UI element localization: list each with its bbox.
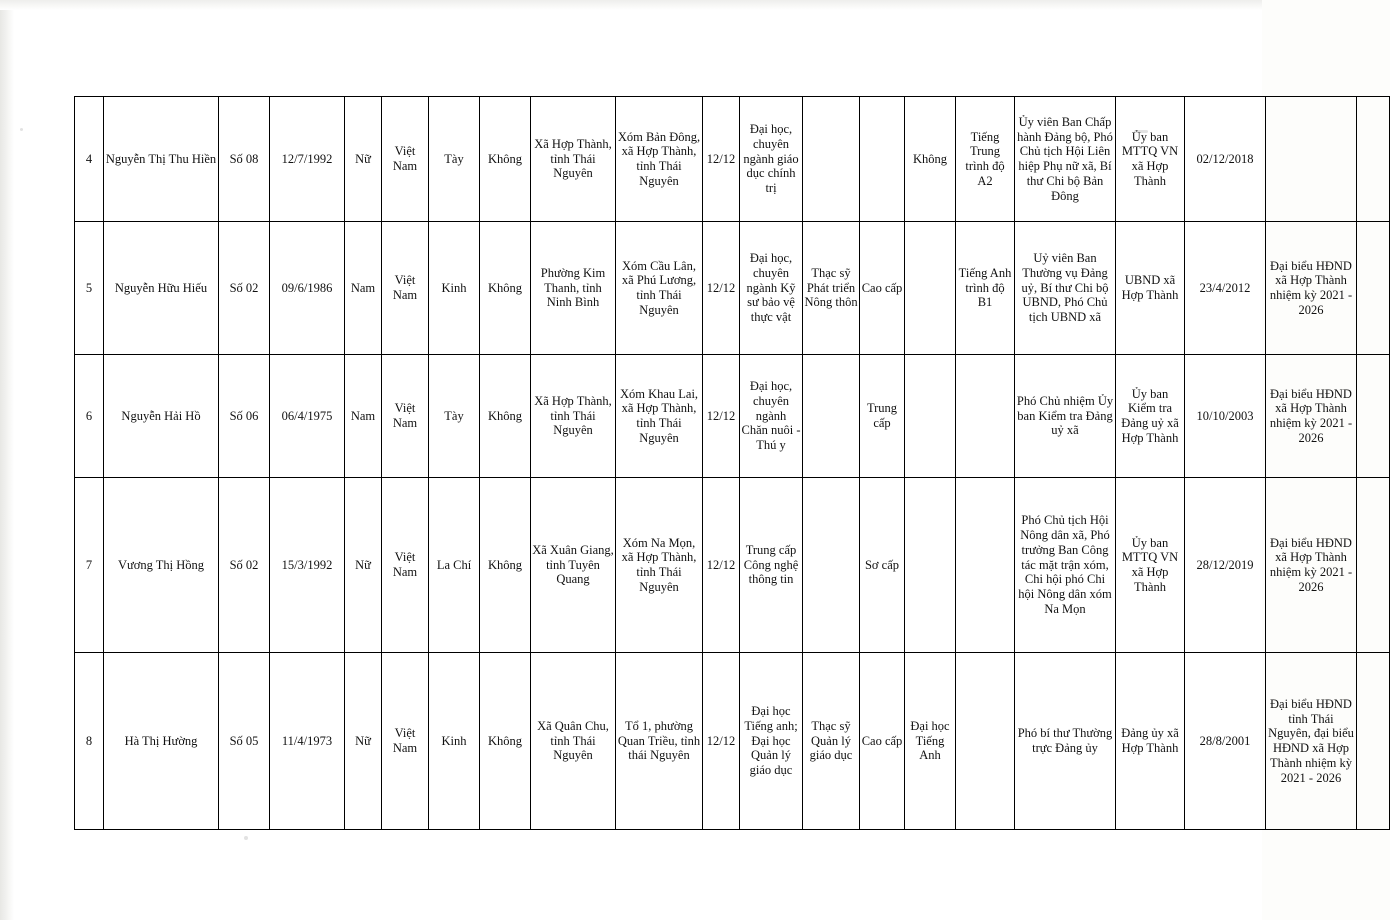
cell-education-level: 12/12: [703, 478, 740, 653]
cell-postgraduate: [803, 478, 860, 653]
cell-birthplace: Xã Hợp Thành, tỉnh Thái Nguyên: [531, 355, 616, 478]
cell-professional-qualification: Đại học Tiếng anh; Đại học Quản lý giáo dục: [740, 653, 803, 830]
cell-religion: Không: [480, 478, 531, 653]
cell-postgraduate: Thạc sỹ Phát triển Nông thôn: [803, 222, 860, 355]
table-row: [75, 478, 1390, 653]
cell-workplace: Ủy ban MTTQ VN xã Hợp Thành: [1116, 97, 1185, 222]
scan-edge-shadow-left: [0, 0, 14, 920]
cell-nationality: Việt Nam: [382, 478, 429, 653]
cell-party-date: 10/10/2003: [1185, 355, 1266, 478]
table-row: [75, 355, 1390, 478]
cell-sex: Nam: [345, 222, 382, 355]
cell-management-training: Không: [905, 97, 956, 222]
cell-position: Ủy viên Ban Chấp hành Đảng bộ, Phó Chủ tịch Hội Liên hiệp Phụ nữ xã, Bí thư Chi bộ Bản Đông: [1015, 97, 1116, 222]
cell-nationality: Việt Nam: [382, 97, 429, 222]
cell-position: Phó Chủ tịch Hội Nông dân xã, Phó trưởng Ban Công tác mặt trận xóm, Chi hội phó Chi hội Nông dân xóm Na Mọn: [1015, 478, 1116, 653]
cell-note: Đại biểu HĐND xã Hợp Thành nhiệm kỳ 2021 - 2026: [1266, 355, 1357, 478]
cell-management-training: [905, 222, 956, 355]
cell-workplace: UBND xã Hợp Thành: [1116, 222, 1185, 355]
cell-nationality: Việt Nam: [382, 653, 429, 830]
table-row: [75, 222, 1390, 355]
cell-residence: Xóm Na Mọn, xã Hợp Thành, tỉnh Thái Nguyên: [616, 478, 703, 653]
cell-political-theory: [860, 97, 905, 222]
cell-ethnicity: La Chí: [429, 478, 480, 653]
cell-dob: 11/4/1973: [270, 653, 345, 830]
cell-extra: [1357, 97, 1390, 222]
cell-sex: Nữ: [345, 97, 382, 222]
cell-workplace: Đảng ủy xã Hợp Thành: [1116, 653, 1185, 830]
cell-political-theory: Sơ cấp: [860, 478, 905, 653]
cell-name: Nguyễn Hữu Hiếu: [104, 222, 219, 355]
cell-foreign-language: [956, 478, 1015, 653]
cell-so: Số 02: [219, 222, 270, 355]
cell-postgraduate: Thạc sỹ Quản lý giáo dục: [803, 653, 860, 830]
cell-extra: [1357, 355, 1390, 478]
cell-religion: Không: [480, 97, 531, 222]
cell-management-training: [905, 478, 956, 653]
cell-management-training: [905, 355, 956, 478]
cell-dob: 15/3/1992: [270, 478, 345, 653]
cell-residence: Tổ 1, phường Quan Triều, tỉnh thái Nguyên: [616, 653, 703, 830]
cell-political-theory: Cao cấp: [860, 222, 905, 355]
cell-ethnicity: Tày: [429, 97, 480, 222]
cell-nationality: Việt Nam: [382, 355, 429, 478]
cell-sex: Nữ: [345, 478, 382, 653]
cell-name: Vương Thị Hồng: [104, 478, 219, 653]
cell-name: Hà Thị Hường: [104, 653, 219, 830]
cell-political-theory: Cao cấp: [860, 653, 905, 830]
cell-professional-qualification: Đại học, chuyên ngành Kỹ sư bảo vệ thực vật: [740, 222, 803, 355]
cell-note: Đại biểu HĐND xã Hợp Thành nhiệm kỳ 2021 - 2026: [1266, 222, 1357, 355]
cell-religion: Không: [480, 653, 531, 830]
cell-birthplace: Xã Hợp Thành, tỉnh Thái Nguyên: [531, 97, 616, 222]
cell-education-level: 12/12: [703, 653, 740, 830]
table-row: [75, 653, 1390, 830]
cell-ethnicity: Kinh: [429, 653, 480, 830]
cell-residence: Xóm Cầu Lân, xã Phú Lương, tỉnh Thái Nguyên: [616, 222, 703, 355]
cell-birthplace: Phường Kim Thanh, tỉnh Ninh Bình: [531, 222, 616, 355]
cell-education-level: 12/12: [703, 222, 740, 355]
cell-education-level: 12/12: [703, 355, 740, 478]
cell-name: Nguyễn Hải Hồ: [104, 355, 219, 478]
cell-religion: Không: [480, 355, 531, 478]
table-row: [75, 97, 1390, 222]
cell-dob: 12/7/1992: [270, 97, 345, 222]
cell-foreign-language: Tiếng Trung trình độ A2: [956, 97, 1015, 222]
cell-position: Phó Chủ nhiệm Ủy ban Kiểm tra Đảng uỷ xã: [1015, 355, 1116, 478]
scan-speckle: [244, 836, 248, 840]
cell-party-date: 28/12/2019: [1185, 478, 1266, 653]
cell-extra: [1357, 653, 1390, 830]
cell-name: Nguyễn Thị Thu Hiền: [104, 97, 219, 222]
cell-so: Số 08: [219, 97, 270, 222]
cell-extra: [1357, 222, 1390, 355]
cell-position: Phó bí thư Thường trực Đảng ủy: [1015, 653, 1116, 830]
cell-foreign-language: [956, 653, 1015, 830]
personnel-table: [74, 96, 1390, 830]
cell-extra: [1357, 478, 1390, 653]
cell-professional-qualification: Đại học, chuyên ngành giáo dục chính trị: [740, 97, 803, 222]
cell-professional-qualification: Đại học, chuyên ngành Chăn nuôi - Thú y: [740, 355, 803, 478]
cell-political-theory: Trung cấp: [860, 355, 905, 478]
cell-professional-qualification: Trung cấp Công nghệ thông tin: [740, 478, 803, 653]
cell-party-date: 23/4/2012: [1185, 222, 1266, 355]
cell-stt: 7: [75, 478, 104, 653]
cell-workplace: Ủy ban Kiểm tra Đảng uỷ xã Hợp Thành: [1116, 355, 1185, 478]
cell-position: Uỷ viên Ban Thường vụ Đảng uỷ, Bí thư Chi bộ UBND, Phó Chủ tịch UBND xã: [1015, 222, 1116, 355]
cell-so: Số 02: [219, 478, 270, 653]
cell-workplace: Ủy ban MTTQ VN xã Hợp Thành: [1116, 478, 1185, 653]
cell-religion: Không: [480, 222, 531, 355]
cell-dob: 09/6/1986: [270, 222, 345, 355]
cell-note: Đại biểu HĐND tỉnh Thái Nguyên, đại biểu HĐND xã Hợp Thành nhiệm kỳ 2021 - 2026: [1266, 653, 1357, 830]
cell-so: Số 06: [219, 355, 270, 478]
cell-education-level: 12/12: [703, 97, 740, 222]
cell-management-training: Đại học Tiếng Anh: [905, 653, 956, 830]
cell-ethnicity: Kinh: [429, 222, 480, 355]
cell-note: [1266, 97, 1357, 222]
cell-stt: 8: [75, 653, 104, 830]
cell-stt: 5: [75, 222, 104, 355]
cell-so: Số 05: [219, 653, 270, 830]
cell-ethnicity: Tày: [429, 355, 480, 478]
cell-postgraduate: [803, 355, 860, 478]
cell-birthplace: Xã Quân Chu, tỉnh Thái Nguyên: [531, 653, 616, 830]
personnel-table-container: [74, 96, 1354, 830]
cell-sex: Nữ: [345, 653, 382, 830]
cell-nationality: Việt Nam: [382, 222, 429, 355]
cell-postgraduate: [803, 97, 860, 222]
cell-residence: Xóm Khau Lai, xã Hợp Thành, tỉnh Thái Nguyên: [616, 355, 703, 478]
cell-dob: 06/4/1975: [270, 355, 345, 478]
scan-speckle: [20, 128, 23, 131]
cell-birthplace: Xã Xuân Giang, tỉnh Tuyên Quang: [531, 478, 616, 653]
cell-party-date: 02/12/2018: [1185, 97, 1266, 222]
scan-edge-shadow-top: [0, 0, 1262, 10]
cell-foreign-language: Tiếng Anh trình độ B1: [956, 222, 1015, 355]
cell-stt: 4: [75, 97, 104, 222]
cell-sex: Nam: [345, 355, 382, 478]
cell-residence: Xóm Bản Đông, xã Hợp Thành, tỉnh Thái Nguyên: [616, 97, 703, 222]
cell-stt: 6: [75, 355, 104, 478]
cell-foreign-language: [956, 355, 1015, 478]
cell-note: Đại biểu HĐND xã Hợp Thành nhiệm kỳ 2021 - 2026: [1266, 478, 1357, 653]
cell-party-date: 28/8/2001: [1185, 653, 1266, 830]
